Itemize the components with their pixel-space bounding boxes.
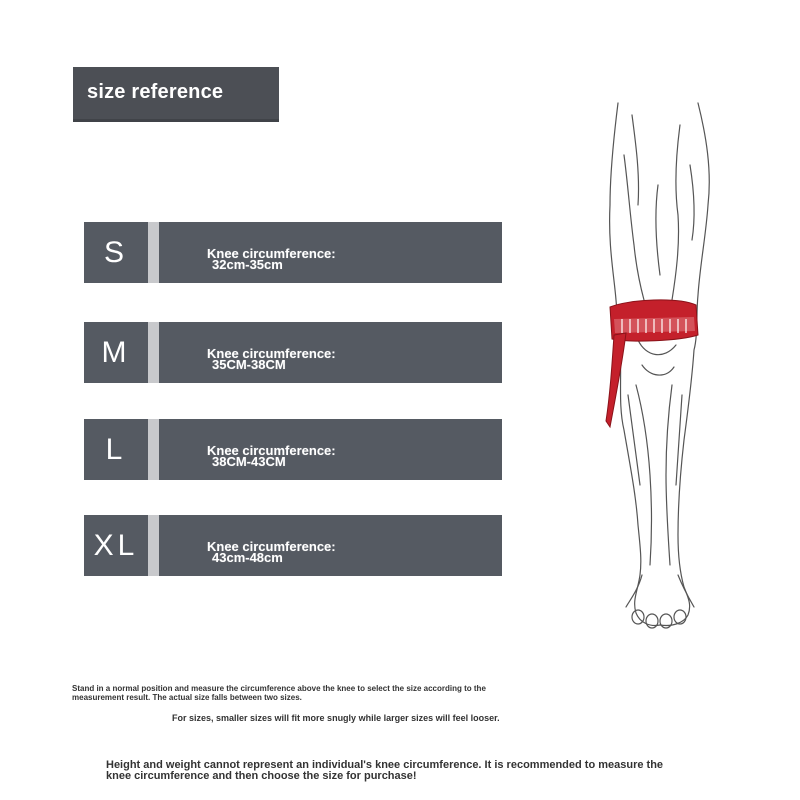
size-label: XL	[93, 528, 139, 562]
size-measurement	[207, 348, 336, 370]
size-row-s	[84, 222, 502, 283]
recommendation-note: Height and weight cannot represent an individual's knee circumference. It is recommended to measure the knee circumference and then choose the size for purchase!	[106, 759, 664, 782]
row-divider	[148, 322, 159, 383]
fit-note: For sizes, smaller sizes will fit more snugly while larger sizes will feel looser.	[172, 713, 500, 723]
title-banner	[73, 67, 279, 122]
measurement-label: Knee circumference:	[207, 246, 336, 261]
measure-instruction: Stand in a normal position and measure the circumference above the knee to select the size according to the measurement result. The actual size falls between two sizes.	[72, 684, 486, 702]
size-label: S	[103, 235, 128, 269]
leg-with-knee-strap-icon	[580, 95, 730, 635]
size-measurement	[207, 248, 336, 270]
size-measurement	[207, 445, 336, 467]
measurement-range: 43cm-48cm	[212, 550, 283, 565]
size-row-l	[84, 419, 502, 480]
size-label: L	[105, 432, 127, 466]
size-label: M	[101, 335, 131, 369]
leg-illustration	[580, 95, 730, 635]
measurement-label: Knee circumference:	[207, 443, 336, 458]
measurement-label: Knee circumference:	[207, 346, 336, 361]
size-measurement	[207, 541, 336, 563]
row-divider	[148, 222, 159, 283]
size-row-m	[84, 322, 502, 383]
measurement-range: 35CM-38CM	[212, 357, 286, 372]
knee-strap	[606, 300, 698, 427]
page-title: size reference	[87, 81, 224, 103]
measurement-range: 32cm-35cm	[212, 257, 283, 272]
measurement-range: 38CM-43CM	[212, 454, 286, 469]
row-divider	[148, 419, 159, 480]
row-divider	[148, 515, 159, 576]
size-row-xl	[84, 515, 502, 576]
measurement-label: Knee circumference:	[207, 539, 336, 554]
